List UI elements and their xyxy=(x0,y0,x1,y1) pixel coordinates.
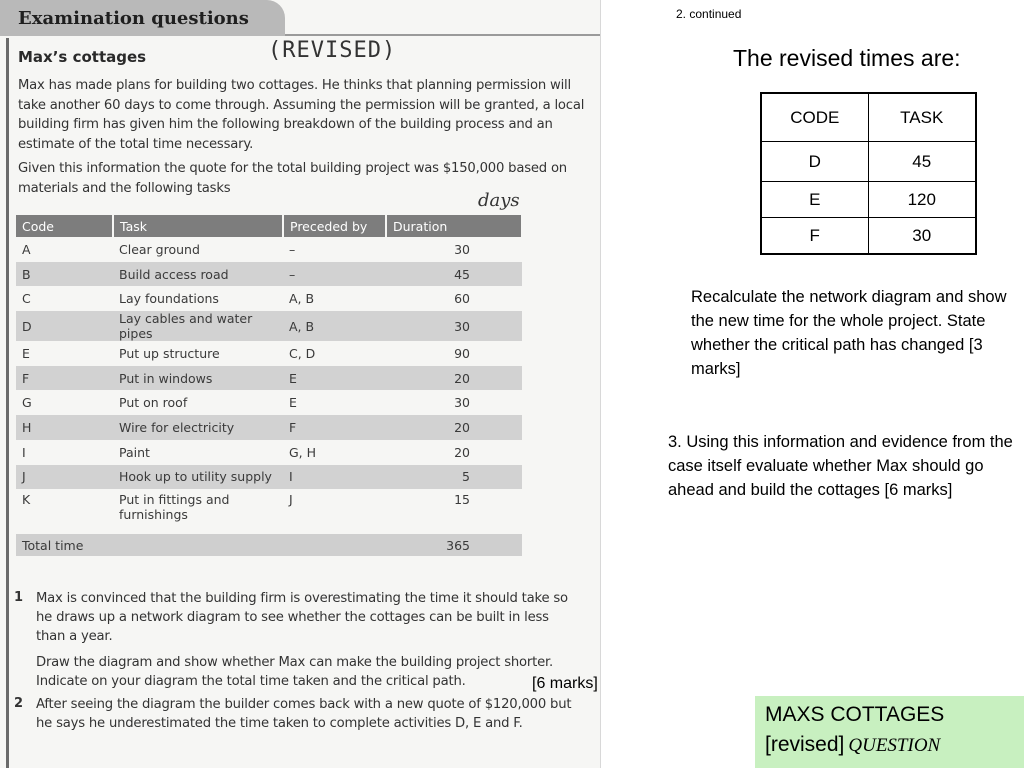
table-row xyxy=(16,237,522,262)
table-row xyxy=(16,390,522,415)
table-row xyxy=(16,415,522,440)
row-preceded-by: G, H xyxy=(289,444,317,460)
question-3-text: 3. Using this information and evidence from the case itself evaluate whether Max should go ahead and build the cottages [6 marks] xyxy=(668,433,1013,499)
row-preceded-by: E xyxy=(283,366,386,391)
row-preceded-by: – xyxy=(289,241,296,257)
column-header-code: Code xyxy=(16,215,113,237)
row-task: Put on roof xyxy=(119,395,188,411)
row-task: Paint xyxy=(119,444,150,460)
handwritten-days-note: days xyxy=(478,190,520,211)
row-duration: 30 xyxy=(386,311,522,341)
total-time-row xyxy=(16,534,522,556)
row-preceded-by: J xyxy=(289,492,293,508)
table-row xyxy=(761,218,976,255)
total-time-label: Total time xyxy=(16,534,386,556)
row-code: D xyxy=(761,142,868,182)
row-code: G xyxy=(22,395,32,411)
row-code: K xyxy=(22,492,31,508)
row-duration: 90 xyxy=(454,345,470,361)
row-preceded-by: E xyxy=(289,395,297,411)
row-code: E xyxy=(22,345,30,361)
footer-title: MAXS COTTAGES xyxy=(765,703,945,726)
table-row xyxy=(16,286,522,311)
case-study-title: Max’s cottages xyxy=(18,48,147,66)
task-table xyxy=(16,215,523,556)
revised-table-header-row xyxy=(761,93,976,142)
table-row xyxy=(16,366,522,391)
row-code: A xyxy=(22,241,31,257)
row-task: Lay foundations xyxy=(119,291,219,307)
table-row xyxy=(16,465,522,490)
column-header-task: Task xyxy=(113,215,283,237)
column-header-code: CODE xyxy=(761,93,868,142)
exam-header-title: Examination questions xyxy=(18,8,249,29)
row-code: J xyxy=(16,465,113,490)
row-duration: 15 xyxy=(454,492,470,508)
quote-paragraph: Given this information the quote for the total building project was $150,000 based on materials and the following tasks xyxy=(18,161,567,196)
title-footer-box xyxy=(755,696,1024,768)
footer-revised-label: [revised] xyxy=(765,733,845,756)
row-code: D xyxy=(16,311,113,341)
question-1-text: Max is convinced that the building firm is overestimating the time it should take so he draws up a network diagram to see whether the cottages can be built in less than a year. xyxy=(36,591,568,644)
row-value: 30 xyxy=(868,218,976,255)
row-task: Wire for electricity xyxy=(113,415,283,440)
row-task: Put in windows xyxy=(113,366,283,391)
column-header-preceded-by: Preceded by xyxy=(283,215,386,237)
table-row xyxy=(16,489,522,534)
row-code: B xyxy=(16,262,113,287)
row-value: 120 xyxy=(868,182,976,218)
row-task: Build access road xyxy=(113,262,283,287)
total-time-value: 365 xyxy=(386,534,522,556)
row-duration: 20 xyxy=(386,415,522,440)
row-task: Hook up to utility supply xyxy=(113,465,283,490)
table-row xyxy=(16,262,522,287)
footer-subtitle xyxy=(765,733,940,757)
table-row xyxy=(16,311,522,341)
row-task: Lay cables and water pipes xyxy=(113,311,283,341)
row-duration: 45 xyxy=(386,262,522,287)
column-header-task: TASK xyxy=(868,93,976,142)
footer-question-label: QUESTION xyxy=(848,735,941,756)
row-code: C xyxy=(22,291,31,307)
row-preceded-by: A, B xyxy=(283,311,386,341)
revised-times-heading: The revised times are: xyxy=(733,45,961,71)
row-preceded-by: I xyxy=(283,465,386,490)
task-table-header-row xyxy=(16,215,522,237)
row-duration: 5 xyxy=(386,465,522,490)
row-duration: 20 xyxy=(386,366,522,391)
question-2-number: 2 xyxy=(14,696,24,711)
row-code: I xyxy=(22,444,26,460)
table-row xyxy=(16,341,522,366)
row-duration: 20 xyxy=(454,444,470,460)
exam-header-tab xyxy=(0,0,285,36)
row-code: F xyxy=(761,218,868,255)
margin-line xyxy=(6,38,9,768)
row-task: Put up structure xyxy=(119,345,220,361)
row-duration: 30 xyxy=(454,395,470,411)
row-code: H xyxy=(16,415,113,440)
intro-paragraph: Max has made plans for building two cottages. He thinks that planning permission will take another 60 days to come through. Assuming the permission will be granted, a local building firm has given him the following breakdown of the building process and an estimate of the total time necessary. xyxy=(18,78,585,152)
table-row xyxy=(761,142,976,182)
header-rule xyxy=(285,34,600,36)
row-preceded-by: A, B xyxy=(289,291,315,307)
revised-times-table xyxy=(760,92,977,255)
table-row xyxy=(761,182,976,218)
row-preceded-by: F xyxy=(283,415,386,440)
row-code: E xyxy=(761,182,868,218)
row-value: 45 xyxy=(868,142,976,182)
question-1-instruction: Draw the diagram and show whether Max can make the building project shorter. Indicate on your diagram the total time taken and the critical path. xyxy=(36,655,554,689)
continued-label: 2. continued xyxy=(676,7,742,21)
row-task: Put in fittings and furnishings xyxy=(119,492,230,523)
question-1-number: 1 xyxy=(14,590,24,605)
row-preceded-by: – xyxy=(283,262,386,287)
question-2-text: After seeing the diagram the builder comes back with a new quote of $120,000 but he says he underestimated the time taken to complete activities D, E and F. xyxy=(36,697,572,731)
row-preceded-by: C, D xyxy=(289,345,316,361)
recalculate-instruction: Recalculate the network diagram and show the new time for the whole project. State whether the critical path has changed [3 marks] xyxy=(691,288,1007,378)
column-header-duration: Duration xyxy=(386,215,522,237)
row-task: Clear ground xyxy=(119,241,200,257)
table-row xyxy=(16,440,522,465)
question-1-marks: [6 marks] xyxy=(532,675,598,692)
handwritten-revised-note: (REVISED) xyxy=(268,38,397,63)
row-duration: 60 xyxy=(454,291,470,307)
row-duration: 30 xyxy=(454,241,470,257)
row-code: F xyxy=(16,366,113,391)
